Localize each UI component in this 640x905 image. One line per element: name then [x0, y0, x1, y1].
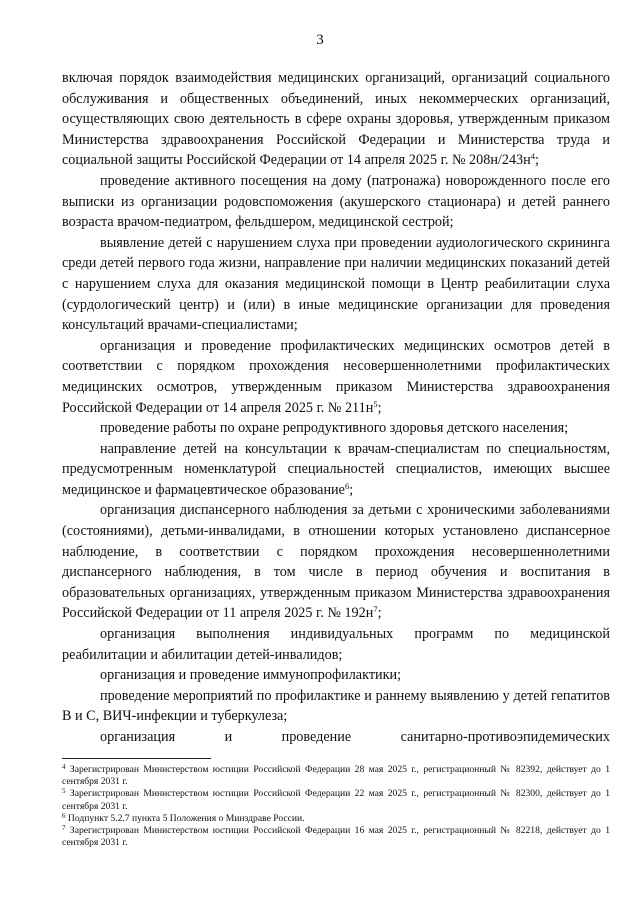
footnote-5: $^5$ Зарегистрирован Министерством юстиции Российской Федерации 22 мая 2025 г., регистрационный № 82300, действует до 1 сентября 2031 г.	[62, 787, 610, 812]
footnote-separator	[62, 758, 211, 759]
page-number: 3	[316, 32, 324, 48]
paragraph-5: проведение работы по охране репродуктивного здоровья детского населения;	[100, 420, 569, 437]
paragraph-6: направление детей на консультации к врачам-специалистам по специальностям, предусмотренным номенклатурой специальностей специалистов, имеющих высшее медицинское и фармацевтическое образование$^6$;	[62, 440, 610, 498]
footnote-ref-5: 5	[373, 398, 378, 409]
footnotes	[62, 764, 610, 849]
paragraph-8: организация выполнения индивидуальных программ по медицинской реабилитации и абилитации детей-инвалидов;	[62, 626, 610, 663]
footnote-ref-6: 6	[344, 480, 350, 491]
paragraph-7: организация диспансерного наблюдения за детьми с хроническими заболеваниями (состояниями), детьми-инвалидами, в отношении которых установлено диспансерное наблюдение, в соответствии с порядком прохождения несовершеннолетними диспансерного наблюдения, в том числе в период обучения и воспитания в образовательных организациях, утвержденным приказом Министерства здравоохранения Российской Федерации от 11 апреля 2025 г. № $192н^7$;	[62, 502, 610, 622]
footnote-ref-4: 4	[530, 151, 535, 162]
paragraph-3: выявление детей с нарушением слуха при проведении аудиологического скрининга среди детей первого года жизни, направление при наличии медицинских показаний детей с нарушением слуха для оказания медицинской помощи в Центр реабилитации слуха (сурдологический центр) и (или) в иные медицинские организации для проведения консультаций врачами-специалистами;	[62, 234, 610, 334]
footnote-4: $^4$ Зарегистрирован Министерством юстиции Российской Федерации 28 мая 2025 г., регистрационный № 82392, действует до 1 сентября 2031 г.	[62, 763, 610, 788]
paragraph-2: проведение активного посещения на дому (патронажа) новорожденного после его выписки из организации родовспоможения (акушерского стационара) и детей раннего возраста врачом-педиатром, фельдшером, медицинской сестрой;	[62, 172, 610, 231]
paragraph-9: организация и проведение иммунопрофилактики;	[100, 667, 402, 684]
paragraph-11: организация и проведение санитарно-противоэпидемических	[100, 729, 610, 745]
paragraph-1: включая порядок взаимодействия медицинских организаций, организаций социального обслуживания и общественных объединений, иных некоммерческих организаций, осуществляющих свою деятельность в сфере охраны здоровья, утвержденным приказом Министерства здравоохранения Российской Федерации и Министерства труда и социальной защиты Российской Федерации от 14 апреля 2025 г. № $208н/243н^4$;	[62, 70, 610, 169]
document-body	[62, 68, 610, 748]
paragraph-4: организация и проведение профилактических медицинских осмотров детей в соответствии с порядком прохождения несовершеннолетними профилактических медицинских осмотров, утвержденным приказом Министерства здравоохранения Российской Федерации от 14 апреля 2025 г. № $211н^5$;	[62, 337, 610, 416]
paragraph-10: проведение мероприятий по профилактике и раннему выявлению у детей гепатитов В и С, ВИЧ-инфекции и туберкулеза;	[62, 687, 610, 725]
footnote-ref-7: 7	[373, 604, 378, 615]
footnote-7: $^7$ Зарегистрирован Министерством юстиции Российской Федерации 16 мая 2025 г., регистрационный № 82218, действует до 1 сентября 2031 г.	[62, 824, 610, 849]
footnote-6: $^6$ Подпункт 5.2.7 пункта 5 Положения о Минздраве России.	[62, 811, 305, 824]
